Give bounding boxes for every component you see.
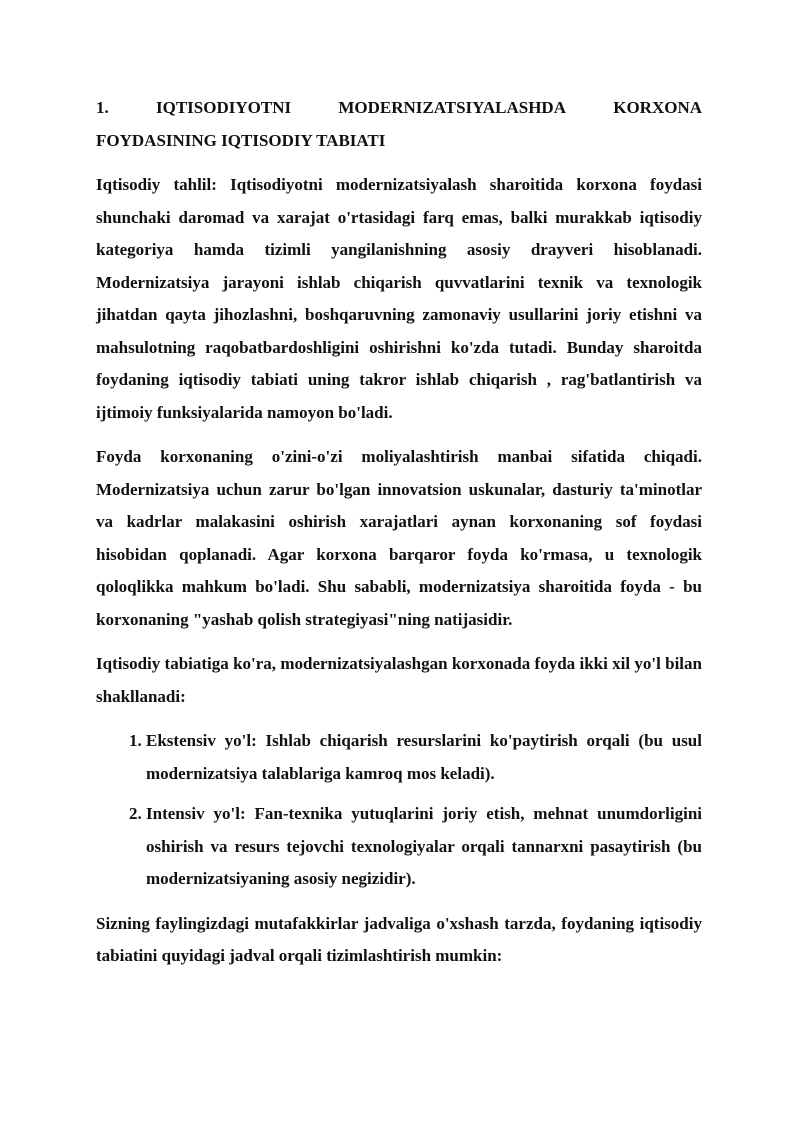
paragraph-profit-formation: Iqtisodiy tabiatiga ko'ra, modernizatsiyalashgan korxonada foyda ikki xil yo'l bilan shakllanadi: <box>96 654 702 706</box>
document-page <box>96 92 702 985</box>
list-item-intensive: 2. Intensiv yo'l: Fan-texnika yutuqlarini joriy etish, mehnat unumdorligini oshirish va resurs tejovchi texnologiyalar orqali tannarxni pasaytirish (bu modernizatsiyaning asosiy negizidir). <box>146 798 702 896</box>
list-item-extensive: 1. Ekstensiv yo'l: Ishlab chiqarish resurslarini ko'paytirish orqali (bu usul modernizatsiya talablariga kamroq mos keladi). <box>146 725 702 790</box>
section-heading: 1. IQTISODIYOTNI MODERNIZATSIYALASHDA KORXONA FOYDASINING IQTISODIY TABIATI <box>96 98 702 150</box>
profit-methods-list <box>96 725 702 896</box>
paragraph-economic-analysis: Iqtisodiy tahlil: Iqtisodiyotni modernizatsiyalash sharoitida korxona foydasi shunchaki daromad va xarajat o'rtasidagi farq emas, balki murakkab iqtisodiy kategoriya hamda tizimli yangilanishning asosiy drayveri hisoblanadi. Modernizatsiya jarayoni ishlab chiqarish quvvatlarini texnik va texnologik jihatdan qayta jihozlashni, boshqaruvning zamonaviy usullarini joriy etishni va mahsulotning raqobatbardoshligini oshirishni ko'zda tutadi. Bunday sharoitda foydaning iqtisodiy tabiati uning takror ishlab chiqarish , rag'batlantirish va ijtimoiy funksiyalarida namoyon bo'ladi. <box>96 175 702 422</box>
paragraph-closing: Sizning faylingizdagi mutafakkirlar jadvaliga o'xshash tarzda, foydaning iqtisodiy tabiatini quyidagi jadval orqali tizimlashtirish mumkin: <box>96 913 702 965</box>
paragraph-self-financing: Foyda korxonaning o'zini-o'zi moliyalashtirish manbai sifatida chiqadi. Modernizatsiya uchun zarur bo'lgan innovatsion uskunalar, dasturiy ta'minotlar va kadrlar malakasini oshirish xarajatlari aynan korxonaning sof foydasi hisobidan qoplanadi. Agar korxona barqaror foyda ko'rmasa, u texnologik qoloqlikka mahkum bo'ladi. Shu sababli, modernizatsiya sharoitida foyda - bu korxonaning "yashab qolish strategiyasi"ning natijasidir. <box>96 447 702 629</box>
